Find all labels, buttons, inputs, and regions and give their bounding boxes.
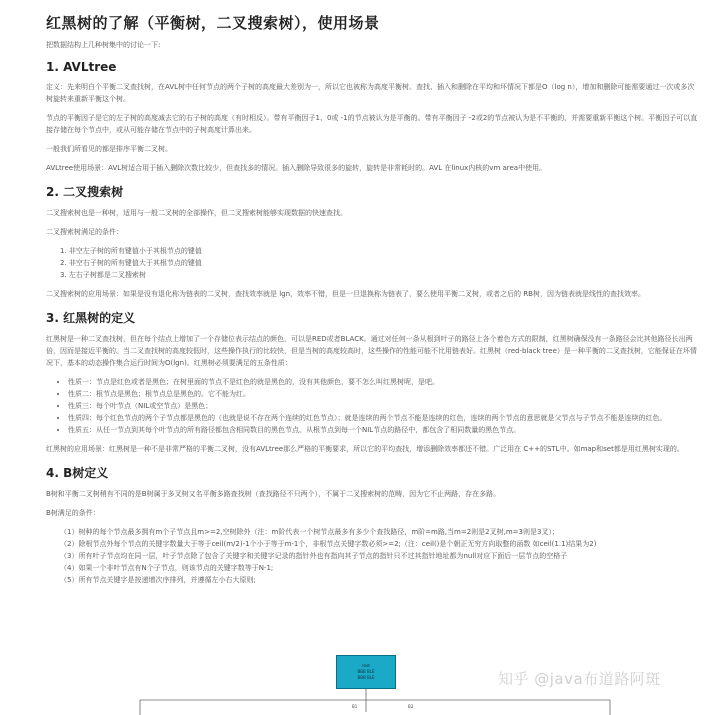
bst-paragraph: 二叉搜索树满足的条件： xyxy=(46,228,123,236)
watermark: 知乎 @java布道路阿斑 xyxy=(498,670,661,688)
root-node-text: BBB BLE xyxy=(357,669,375,674)
diagram-root-node xyxy=(336,655,396,689)
list-item: （1）树种的每个节点最多拥有m个子节点且m>=2,空树除外（注：m阶代表一个树节点最多有多少个查找路径，m阶=m路,当m=2则是2叉树,m=3则是3叉）； xyxy=(60,528,559,536)
list-item: （3）所有叶子节点均在同一层，叶子节点除了包含了关键字和关键字记录的指针外也有指向其子节点的指针只不过其指针地址都为null对应下面后一层节点的空格子 xyxy=(60,552,568,560)
rbt-paragraph: 红黑树是一种二叉查找树，但在每个结点上增加了一个存储位表示结点的颜色，可以是RED或者BLACK。通过对任何一条从根到叶子的路径上各个着色方式的限制，红黑树确保没有一条路径会比其他路径长出两倍，因而是接近平衡的。当二叉查找树的高度较低时，这些操作执行的比较快，但是当树的高度较高时，这些操作的性能可能不比用链表好。红黑树（red-black tree）是一种平衡的二叉查找树，它能保证在坏情况下，基本的动态操作集合运行时间为O(lgn)。红黑树必须要满足的五条性质： xyxy=(46,335,697,367)
avl-paragraph: 一般我们所看见的都是排序平衡二叉树。 xyxy=(46,145,172,153)
bst-paragraph: 二叉搜索树的应用场景：如果是没有退化称为链表的二叉树，查找效率就是 lgn，效率不错，但是一旦退换称为链表了，要么使用平衡二叉树，或者之后的 RB树，因为链表就是线性的查找效率。 xyxy=(46,290,645,298)
rbt-properties-list xyxy=(46,376,700,436)
list-item: • 性质五：从任一节点到其每个叶节点的所有路径都包含相同数目的黑色节点。从根节点到每一个NIL节点的路径中，都包含了相同数量的黑色节点。 xyxy=(68,424,700,436)
intro-text: 把数据结构上几种树集中的讨论一下: xyxy=(46,41,161,49)
list-item: 1. 非空左子树的所有键值小于其根节点的键值 xyxy=(60,247,202,255)
avl-paragraph: 节点的平衡因子是它的左子树的高度减去它的右子树的高度（有时相反）。带有平衡因子1、0或 -1的节点被认为是平衡的。带有平衡因子 -2或2的节点被认为是不平衡的，并需要重新平衡这个树。平衡因子可以直接存储在每个节点中，或从可能存储在节点中的子树高度计算出来。 xyxy=(46,114,698,134)
section-heading-bst: 2. 二叉搜索树 xyxy=(46,185,124,199)
bst-conditions-list xyxy=(46,245,700,281)
rbt-paragraph: 红黑树的应用场景：红黑树是一种不是非常严格的平衡二叉树，没有AVLtree那么严格的平衡要求，所以它的平均查找，增添删除效率都还不错。广泛用在 C++的STL中。如map和set都是用红黑树实现的。 xyxy=(46,445,684,453)
btree-paragraph: B树满足的条件： xyxy=(46,509,100,517)
page-title: 红黑树的了解（平衡树，二叉搜索树），使用场景 xyxy=(46,14,380,32)
root-node-text: BBB BLE xyxy=(357,675,375,680)
bst-paragraph: 二叉搜索树也是一种树，适用与一般二叉树的全部操作，但二叉搜索树能够实现数据的快速查找。 xyxy=(46,209,347,217)
diagram-child-label: B1 xyxy=(352,704,358,709)
section-heading-avl: 1. AVLtree xyxy=(46,60,117,74)
list-item: 3. 左右子树都是二叉搜索树 xyxy=(60,271,146,279)
btree-conditions-list xyxy=(46,526,700,586)
list-item: （5）所有节点关键字是按递增次序排列，并遵循左小右大原则; xyxy=(60,576,256,584)
btree-paragraph: B树和平衡二叉树稍有不同的是B树属于多叉树又名平衡多路查找树（查找路径不只两个），不属于二叉搜索树的范畴，因为它不止两路，存在多路。 xyxy=(46,490,501,498)
avl-paragraph: AVLtree使用场景：AVL树适合用于插入删除次数比较少，但查找多的情况。插入删除导致很多的旋转，旋转是非常耗时的。AVL 在linux内核的vm area中使用。 xyxy=(46,164,547,172)
list-item: • 性质二：根节点是黑色；根节点总是黑色的。它不能为红。 xyxy=(68,388,700,400)
list-item: （2）除根节点外每个节点的关键字数量大于等于ceil(m/2)-1个小于等于m-1个，非根节点关键字数必须>=2;（注：ceil()是个朝正无穷方向取整的函数 如ceil(1.1)结果为2) xyxy=(60,540,597,548)
list-item: • 性质一：节点是红色或者是黑色；在树里面的节点不是红色的就是黑色的，没有其他颜色，要不怎么叫红黑树呢，是吧。 xyxy=(68,376,700,388)
list-item: 2. 非空右子树的所有键值大于其根节点的键值 xyxy=(60,259,202,267)
list-item: （4）如果一个非叶节点有N个子节点，则该节点的关键字数等于N-1; xyxy=(60,564,274,572)
list-item: • 性质四：每个红色节点的两个子节点都是黑色的（也就是说不存在两个连续的红色节点）；就是连续的两个节点不能是连续的红色，连续的两个节点的意思就是父节点与子节点不能是连续的红色。 xyxy=(68,412,700,424)
section-heading-rbt: 3. 红黑树的定义 xyxy=(46,311,136,325)
diagram-child-label: B2 xyxy=(408,704,414,709)
root-node-text: root xyxy=(361,663,371,668)
list-item: • 性质三：每个叶节点（NIL或空节点）是黑色； xyxy=(68,400,700,412)
avl-paragraph: 定义：先来明白个平衡二叉查找树，在AVL树中任何节点的两个子树的高度最大差别为一，所以它也被称为高度平衡树。查找、插入和删除在平均和坏情况下都是O（log n），增加和删除可能需要通过一次或多次树旋转来重新平衡这个树。 xyxy=(46,83,695,103)
section-heading-btree: 4. B树定义 xyxy=(46,466,109,480)
